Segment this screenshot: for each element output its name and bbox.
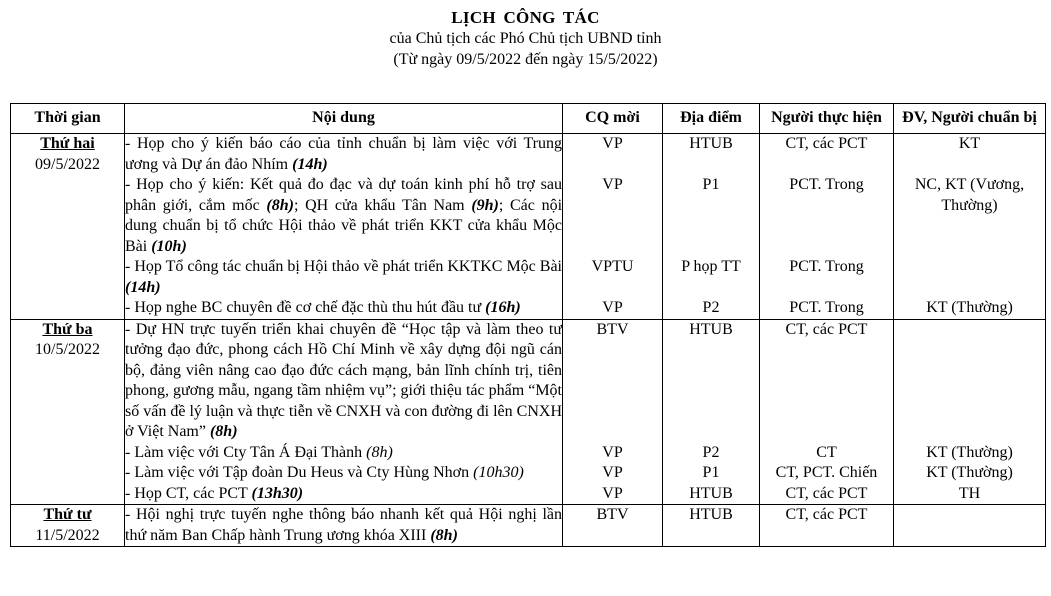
location-cell bbox=[663, 134, 760, 320]
inviter-cell bbox=[563, 505, 663, 547]
agenda-time: (8h) bbox=[209, 423, 238, 440]
performer-value: CT, các PCT bbox=[785, 135, 868, 152]
agenda-item bbox=[125, 443, 562, 464]
preparer-value: KT (Thường) bbox=[926, 464, 1013, 481]
agenda-time: (9h) bbox=[471, 196, 499, 214]
day-row bbox=[11, 319, 1046, 505]
performer-cell bbox=[760, 134, 894, 320]
header-row bbox=[11, 104, 1046, 134]
agenda-text: - Họp CT, các PCT bbox=[125, 484, 252, 502]
performer-value: PCT. Trong bbox=[789, 176, 864, 193]
col-header-content: Nội dung bbox=[125, 104, 563, 134]
agenda-text: - Họp cho ý kiến báo cáo của tỉnh chuẩn bị làm việc với Trung ương và Dự án đảo Nhím bbox=[125, 135, 562, 173]
day-cell bbox=[11, 134, 125, 320]
inviter-value: VP bbox=[602, 299, 623, 316]
preparer-value bbox=[894, 505, 1045, 546]
location-value: HTUB bbox=[689, 135, 733, 152]
agenda-text: ; Các nội dung chuẩn bị tổ chức Hội thảo về phát triển KKT cửa khẩu Mộc Bài bbox=[125, 196, 563, 255]
agenda-time: (16h) bbox=[485, 299, 521, 316]
performer-value: CT bbox=[816, 443, 837, 461]
document-header bbox=[0, 8, 1051, 69]
agenda-time: (8h) bbox=[430, 526, 458, 544]
agenda-text: ; QH cửa khẩu Tân Nam bbox=[293, 196, 472, 214]
day-cell bbox=[11, 505, 125, 547]
agenda-item bbox=[125, 484, 562, 505]
inviter-value: BTV bbox=[596, 506, 629, 523]
day-cell bbox=[11, 319, 125, 505]
agenda-text: - Họp nghe BC chuyên đề cơ chế đặc thù thu hút đầu tư bbox=[125, 299, 486, 316]
location-value: HTUB bbox=[689, 320, 733, 338]
day-date: 11/5/2022 bbox=[35, 526, 100, 544]
location-value: P1 bbox=[702, 464, 720, 481]
inviter-cell bbox=[563, 319, 663, 505]
location-cell bbox=[663, 319, 760, 505]
inviter-value: VP bbox=[602, 135, 623, 152]
date-range: (Từ ngày 09/5/2022 đến ngày 15/5/2022) bbox=[393, 51, 658, 68]
agenda-time: (14h) bbox=[292, 155, 328, 173]
location-value: P2 bbox=[702, 443, 720, 461]
content-cell bbox=[125, 134, 563, 320]
agenda-time: (10h) bbox=[151, 237, 187, 255]
preparer-value bbox=[894, 320, 1045, 443]
location-value: P1 bbox=[702, 176, 720, 193]
preparer-value: KT (Thường) bbox=[926, 443, 1013, 461]
agenda-time: (13h30) bbox=[251, 484, 304, 502]
inviter-value: VP bbox=[602, 176, 623, 193]
day-row bbox=[11, 134, 1046, 320]
preparer-value: KT bbox=[958, 135, 981, 152]
inviter-value: VP bbox=[602, 484, 623, 502]
agenda-text: - Họp Tổ công tác chuẩn bị Hội thảo về phát triển KKTKC Mộc Bài bbox=[125, 258, 562, 275]
schedule-table bbox=[10, 103, 1046, 547]
agenda-item bbox=[125, 463, 562, 484]
inviter-value: VP bbox=[602, 443, 623, 461]
agenda-text: - Làm việc với Tập đoàn Du Heus và Cty Hùng Nhơn bbox=[125, 464, 474, 481]
preparer-cell bbox=[894, 319, 1046, 505]
agenda-time: (10h30) bbox=[473, 464, 524, 481]
performer-cell bbox=[760, 505, 894, 547]
performer-value: CT, các PCT bbox=[785, 320, 868, 338]
location-value: P2 bbox=[702, 299, 720, 316]
performer-value: CT, các PCT bbox=[785, 506, 868, 523]
agenda-item bbox=[125, 175, 562, 257]
inviter-value: VP bbox=[602, 464, 623, 481]
inviter-value: BTV bbox=[596, 320, 629, 338]
agenda-item bbox=[125, 257, 562, 298]
location-value: HTUB bbox=[689, 506, 733, 523]
preparer-value: TH bbox=[958, 484, 981, 502]
agenda-time: (8h) bbox=[366, 443, 393, 461]
col-header-preparer: ĐV, Người chuẩn bị bbox=[894, 104, 1046, 134]
document-title: LỊCH CÔNG TÁC bbox=[451, 8, 600, 27]
agenda-time: (14h) bbox=[125, 278, 161, 296]
col-header-performer: Người thực hiện bbox=[760, 104, 894, 134]
preparer-cell bbox=[894, 134, 1046, 320]
performer-value: CT, các PCT bbox=[785, 484, 868, 502]
col-header-location: Địa điểm bbox=[663, 104, 760, 134]
performer-value: CT, PCT. Chiến bbox=[775, 464, 878, 481]
performer-cell bbox=[760, 319, 894, 505]
location-value: P họp TT bbox=[681, 258, 741, 275]
agenda-text: - Dự HN trực tuyến triển khai chuyên đề “Học tập và làm theo tư tưởng đạo đức, phong cách Hồ Chí Minh về xây dựng đội ngũ cán bộ, đảng viên nâng cao đạo đức cách mạng, bản lĩnh chính trị, tiên phong, gương mẫu, ngang tầm nhiệm vụ”; giới thiệu tác phẩm “Một số vấn đề lý luận và thực tiễn về CNXH và con đường đi lên CNXH ở Việt Nam” bbox=[125, 320, 562, 440]
agenda-text: - Họp cho ý kiến: Kết quả đo đạc và dự toán kinh phí hỗ trợ sau phân giới, cắm mốc bbox=[125, 176, 562, 214]
performer-value: PCT. Trong bbox=[789, 258, 864, 275]
day-row bbox=[11, 505, 1046, 547]
col-header-inviter: CQ mời bbox=[563, 104, 663, 134]
agenda-text: - Làm việc với Cty Tân Á Đại Thành bbox=[125, 443, 367, 461]
agenda-item bbox=[125, 134, 562, 175]
inviter-cell bbox=[563, 134, 663, 320]
col-header-time: Thời gian bbox=[11, 104, 125, 134]
content-cell bbox=[125, 319, 563, 505]
document-subtitle: của Chủ tịch các Phó Chủ tịch UBND tỉnh bbox=[389, 30, 662, 47]
day-name: Thứ hai bbox=[40, 135, 95, 152]
preparer-value: NC, KT (Vương, Thường) bbox=[914, 176, 1025, 214]
location-cell bbox=[663, 505, 760, 547]
preparer-cell bbox=[894, 505, 1046, 547]
performer-value: PCT. Trong bbox=[789, 299, 864, 316]
location-value: HTUB bbox=[689, 484, 733, 502]
agenda-item bbox=[125, 505, 562, 546]
agenda-item bbox=[125, 298, 562, 319]
preparer-value bbox=[894, 257, 1045, 298]
day-name: Thứ ba bbox=[42, 320, 93, 338]
preparer-value: KT (Thường) bbox=[926, 299, 1013, 316]
inviter-value: VPTU bbox=[591, 258, 634, 275]
agenda-item bbox=[125, 320, 562, 443]
agenda-text: - Hội nghị trực tuyến nghe thông báo nhanh kết quả Hội nghị lần thứ năm Ban Chấp hành Trung ương khóa XIII bbox=[125, 506, 562, 544]
agenda-time: (8h) bbox=[266, 196, 294, 214]
day-date: 10/5/2022 bbox=[35, 341, 100, 358]
content-cell bbox=[125, 505, 563, 547]
day-date: 09/5/2022 bbox=[35, 155, 100, 173]
day-name: Thứ tư bbox=[43, 506, 92, 523]
